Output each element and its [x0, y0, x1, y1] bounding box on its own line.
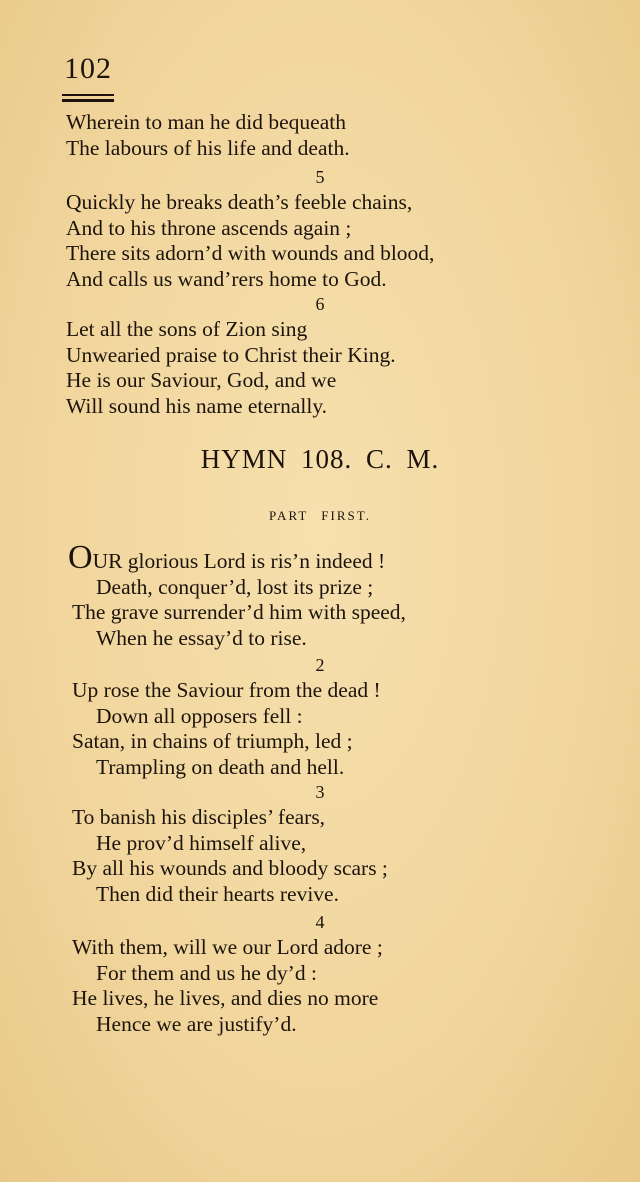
- verse-number: 6: [315, 294, 325, 314]
- verse-line: And calls us wand’rers home to God.: [66, 266, 387, 291]
- drop-capital: O: [68, 539, 93, 576]
- verse-line-text: UR glorious Lord is ris’n indeed !: [92, 549, 386, 573]
- verse-line: He lives, he lives, and dies no more: [72, 986, 379, 1010]
- header-rule-thick: [62, 99, 114, 102]
- verse-line: He is our Saviour, God, and we: [66, 368, 337, 392]
- verse-line: Wherein to man he did bequeath: [66, 110, 346, 134]
- verse-number: 4: [315, 912, 325, 932]
- verse-line: Hence we are justify’d.: [96, 1011, 297, 1036]
- verse-number: 2: [315, 655, 325, 675]
- verse-line: And to his throne ascends again ;: [66, 215, 352, 240]
- verse-line: He prov’d himself alive,: [96, 830, 307, 855]
- verse-5: [0, 165, 640, 292]
- verse-number: 3: [315, 782, 325, 802]
- verse-line: Down all opposers fell :: [96, 703, 303, 728]
- verse-line: Unwearied praise to Christ their King.: [66, 342, 396, 367]
- verse-2: [0, 653, 640, 780]
- verse-line: To banish his disciples’ fears,: [72, 805, 326, 829]
- verse-line: The labours of his life and death.: [66, 135, 350, 160]
- verse-4: [0, 910, 640, 1037]
- verse-first-line: [0, 539, 640, 576]
- carryover-lines: [0, 110, 640, 161]
- verse-line: There sits adorn’d with wounds and blood,: [66, 241, 435, 265]
- part-heading: PART FIRST.: [269, 508, 371, 523]
- verse-line: By all his wounds and bloody scars ;: [72, 856, 388, 880]
- verse-line: For them and us he dy’d :: [96, 960, 317, 985]
- verse-line: With them, will we our Lord adore ;: [72, 935, 383, 959]
- verse-line: Death, conquer’d, lost its prize ;: [96, 574, 374, 599]
- verse-line: The grave surrender’d him with speed,: [72, 600, 406, 624]
- verse-line: When he essay’d to rise.: [96, 625, 307, 650]
- verse-1: [0, 539, 640, 651]
- verse-line: Trampling on death and hell.: [96, 754, 345, 779]
- page-number: 102: [64, 52, 112, 85]
- verse-line: Quickly he breaks death’s feeble chains,: [66, 190, 413, 214]
- verse-6: [0, 292, 640, 419]
- verse-line: Let all the sons of Zion sing: [66, 317, 308, 341]
- verse-line: Will sound his name eternally.: [66, 393, 328, 418]
- verse-line: Satan, in chains of triumph, led ;: [72, 729, 353, 753]
- hymn-title: HYMN 108. C. M.: [200, 444, 440, 474]
- verse-line: Up rose the Saviour from the dead !: [72, 678, 381, 702]
- verse-number: 5: [315, 167, 325, 187]
- verse-line: Then did their hearts revive.: [96, 881, 339, 906]
- verse-3: [0, 780, 640, 907]
- header-rule: [62, 94, 114, 96]
